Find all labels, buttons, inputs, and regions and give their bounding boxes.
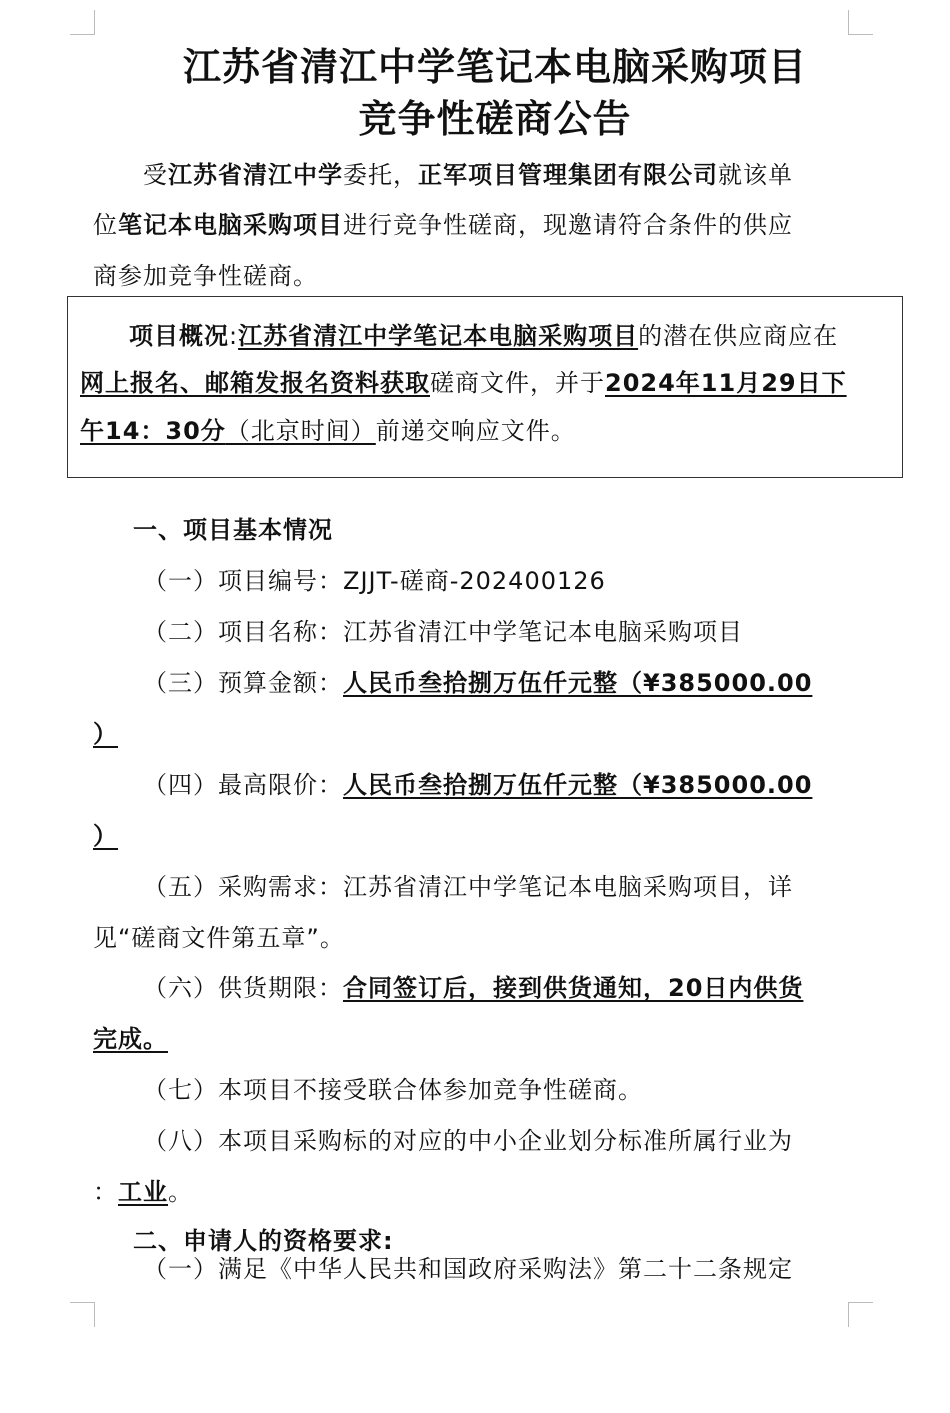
item-delivery-cont: 完成。 [93, 1025, 168, 1053]
item-project-number: （一）项目编号：ZJJT-磋商-202400126 [143, 567, 606, 595]
item-industry-cont: ：工业。 [93, 1178, 193, 1206]
overview-project: 江苏省清江中学笔记本电脑采购项目 [238, 322, 639, 350]
item-project-name: （二）项目名称：江苏省清江中学笔记本电脑采购项目 [143, 618, 743, 646]
intro-line-2: 位笔记本电脑采购项目进行竞争性磋商，现邀请符合条件的供应 [93, 211, 793, 239]
item-requirements-cont: 见“磋商文件第五章”。 [93, 924, 345, 952]
section2-heading: 二、申请人的资格要求: [133, 1227, 394, 1255]
item-delivery: （六）供货期限：合同签订后，接到供货通知，20日内供货 [143, 974, 804, 1002]
item-budget: （三）预算金额：人民币叁拾捌万伍仟元整（¥385000.00 [143, 669, 813, 697]
document-title-line1: 江苏省清江中学笔记本电脑采购项目 [182, 45, 807, 89]
item-budget-cont: ） [93, 720, 118, 748]
crop-mark-bottom-left [70, 1302, 95, 1327]
crop-mark-bottom-right [848, 1302, 873, 1327]
overview-label: 项目概况 [129, 322, 229, 350]
overview-line-1: 项目概况:江苏省清江中学笔记本电脑采购项目的潜在供应商应在 [129, 322, 839, 350]
agency-name: 正军项目管理集团有限公司 [418, 161, 718, 189]
intro-line-1: 受江苏省清江中学委托，正军项目管理集团有限公司就该单 [143, 161, 793, 189]
intro-line-3: 商参加竞争性磋商。 [93, 262, 318, 290]
max-price-amount: 人民币叁拾捌万伍仟元整（¥385000.00 [343, 771, 813, 799]
item-max-price: （四）最高限价：人民币叁拾捌万伍仟元整（¥385000.00 [143, 771, 813, 799]
section1-heading: 一、项目基本情况 [133, 516, 333, 544]
budget-amount: 人民币叁拾捌万伍仟元整（¥385000.00 [343, 669, 813, 697]
overview-line-2: 网上报名、邮箱发报名资料获取磋商文件，并于2024年11月29日下 [80, 369, 847, 397]
purchaser-name: 江苏省清江中学 [168, 161, 343, 189]
qualification-item-1: （一）满足《中华人民共和国政府采购法》第二十二条规定 [143, 1255, 793, 1283]
document-title-line2: 竞争性磋商公告 [358, 97, 632, 141]
overview-deadline: 2024年11月29日下 [605, 369, 847, 397]
overview-timezone: （北京时间） [225, 417, 376, 445]
item-requirements: （五）采购需求：江苏省清江中学笔记本电脑采购项目，详 [143, 873, 793, 901]
item-industry: （八）本项目采购标的对应的中小企业划分标准所属行业为 [143, 1127, 793, 1155]
overview-line-3: 午14：30分（北京时间）前递交响应文件。 [80, 417, 576, 445]
item-consortium: （七）本项目不接受联合体参加竞争性磋商。 [143, 1076, 643, 1104]
overview-method: 网上报名、邮箱发报名资料获取 [80, 369, 430, 397]
crop-mark-top-left [70, 10, 95, 35]
delivery-term: 合同签订后，接到供货通知，20日内供货 [343, 974, 804, 1002]
industry-value: 工业 [118, 1178, 168, 1206]
project-name-inline: 笔记本电脑采购项目 [118, 211, 343, 239]
crop-mark-top-right [848, 10, 873, 35]
item-max-price-cont: ） [93, 822, 118, 850]
